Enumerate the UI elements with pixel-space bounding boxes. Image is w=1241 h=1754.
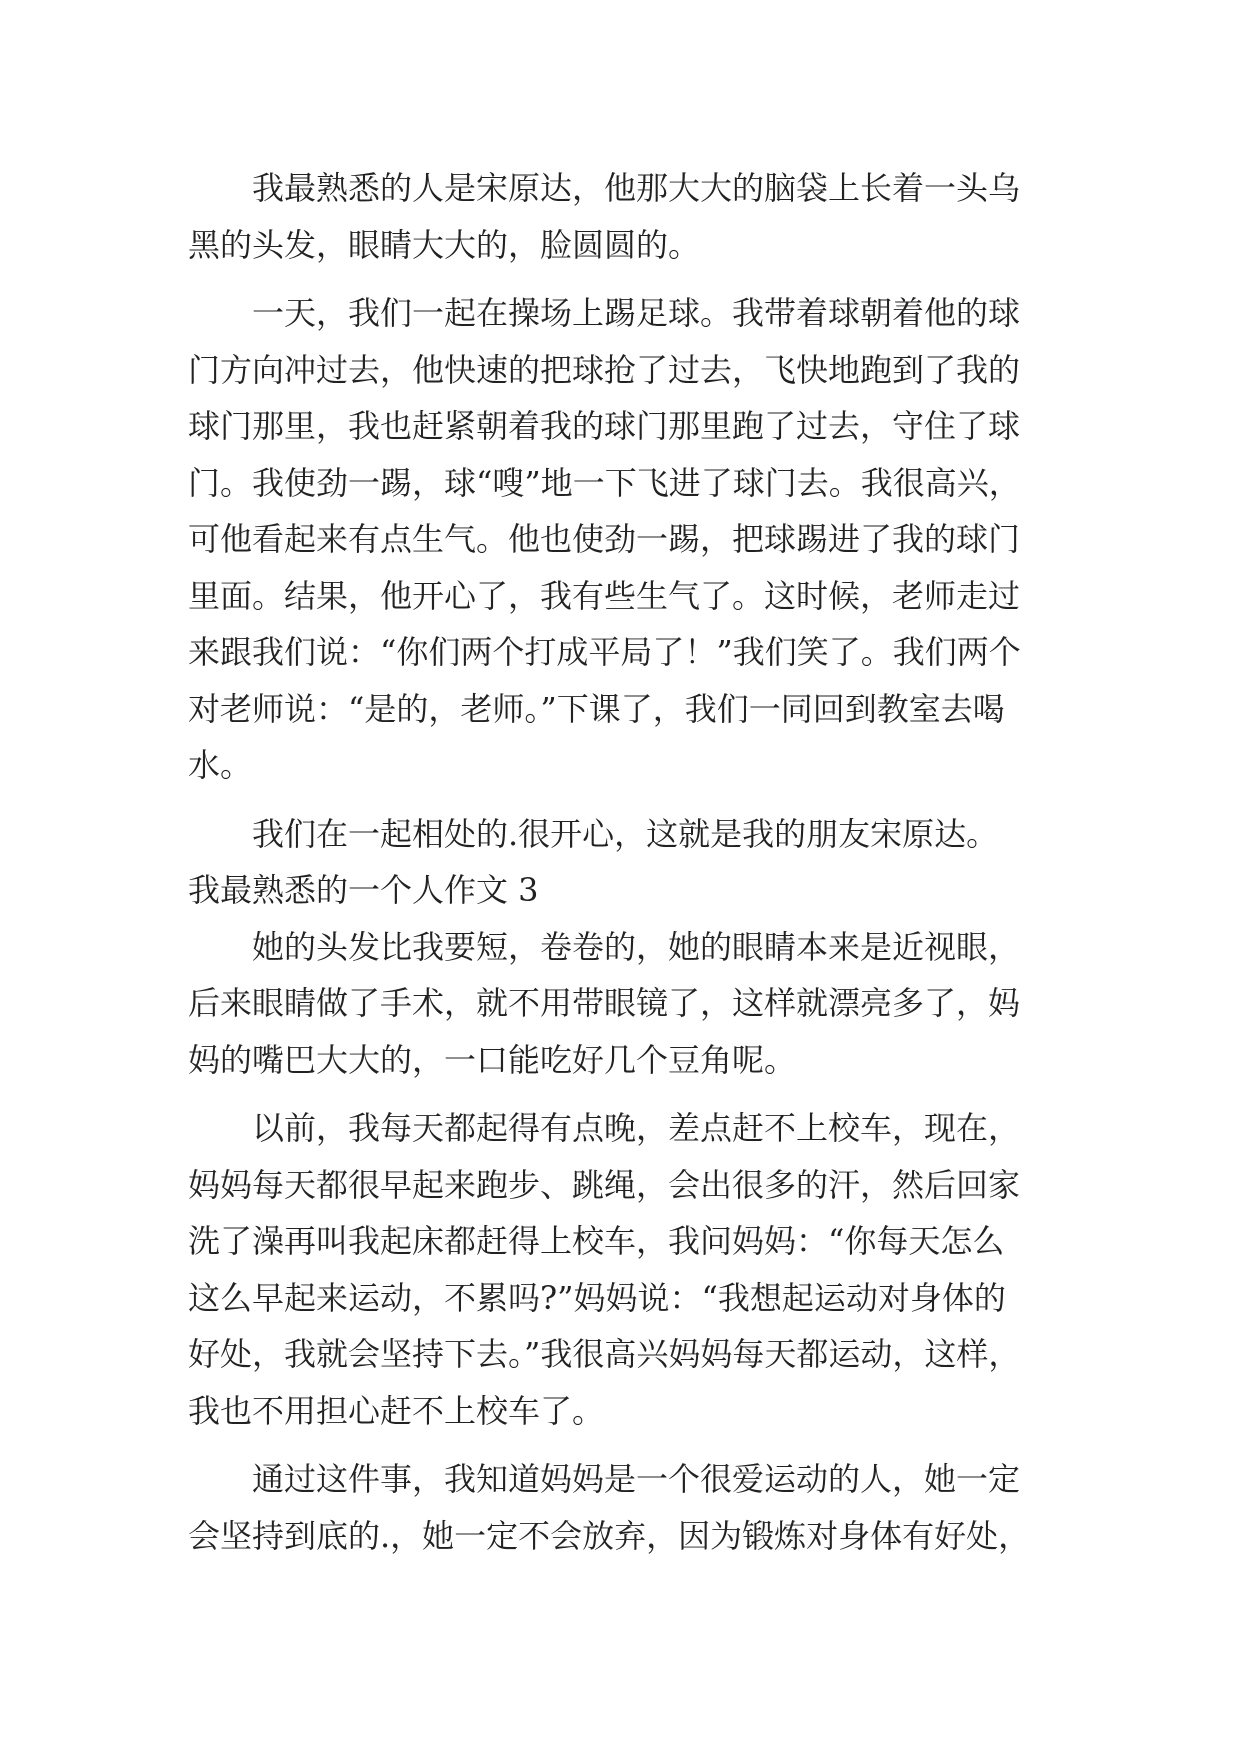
text-line: 她的头发比我要短，卷卷的，她的眼睛本来是近视眼， — [252, 927, 1021, 966]
essay-body — [188, 160, 1070, 1564]
paragraph-gap — [188, 273, 1070, 285]
paragraph-gap — [188, 1088, 1070, 1100]
text-line: 我们在一起相处的.很开心，这就是我的朋友宋原达。 — [252, 814, 999, 853]
paragraph-gap — [188, 1439, 1070, 1451]
text-line: 门。我使劲一踢，球“嗖”地一下飞进了球门去。我很高兴， — [188, 463, 1021, 502]
text-line: 我最熟悉的人是宋原达，他那大大的脑袋上长着一头乌 — [252, 169, 1021, 207]
text-line: 妈妈每天都很早起来跑步、跳绳，会出很多的汗，然后回家 — [188, 1165, 1021, 1204]
section-heading: 我最熟悉的一个人作文 3 — [188, 871, 539, 909]
text-line: 来跟我们说：“你们两个打成平局了！”我们笑了。我们两个 — [188, 633, 1021, 671]
text-line: 我也不用担心赶不上校车了。 — [188, 1391, 605, 1430]
text-line: 里面。结果，他开心了，我有些生气了。这时候，老师走过 — [188, 576, 1021, 615]
text-line: 一天，我们一起在操场上踢足球。我带着球朝着他的球 — [252, 294, 1021, 332]
text-line: 好处，我就会坚持下去。”我很高兴妈妈每天都运动，这样， — [188, 1335, 1021, 1373]
text-line: 水。 — [188, 746, 253, 784]
text-line: 通过这件事，我知道妈妈是一个很爱运动的人，她一定 — [252, 1460, 1021, 1498]
text-line: 对老师说：“是的，老师。”下课了，我们一同回到教室去喝 — [188, 689, 1005, 728]
text-line: 会坚持到底的.，她一定不会放弃，因为锻炼对身体有好处， — [188, 1516, 1031, 1555]
text-line: 妈的嘴巴大大的，一口能吃好几个豆角呢。 — [188, 1040, 797, 1079]
paragraph-gap — [188, 794, 1070, 806]
text-line: 后来眼睛做了手术，就不用带眼镜了，这样就漂亮多了，妈 — [188, 984, 1021, 1022]
text-line: 这么早起来运动，不累吗?”妈妈说：“我想起运动对身体的 — [188, 1278, 1006, 1317]
text-line: 洗了澡再叫我起床都赶得上校车，我问妈妈：“你每天怎么 — [188, 1222, 1005, 1260]
text-line: 球门那里，我也赶紧朝着我的球门那里跑了过去，守住了球 — [188, 407, 1021, 445]
text-line: 可他看起来有点生气。他也使劲一踢，把球踢进了我的球门 — [188, 520, 1021, 558]
text-line: 门方向冲过去，他快速的把球抢了过去，飞快地跑到了我的 — [188, 350, 1021, 389]
text-line: 黑的头发，眼睛大大的，脸圆圆的。 — [188, 225, 701, 264]
text-line: 以前，我每天都起得有点晚，差点赶不上校车，现在， — [252, 1109, 1021, 1147]
